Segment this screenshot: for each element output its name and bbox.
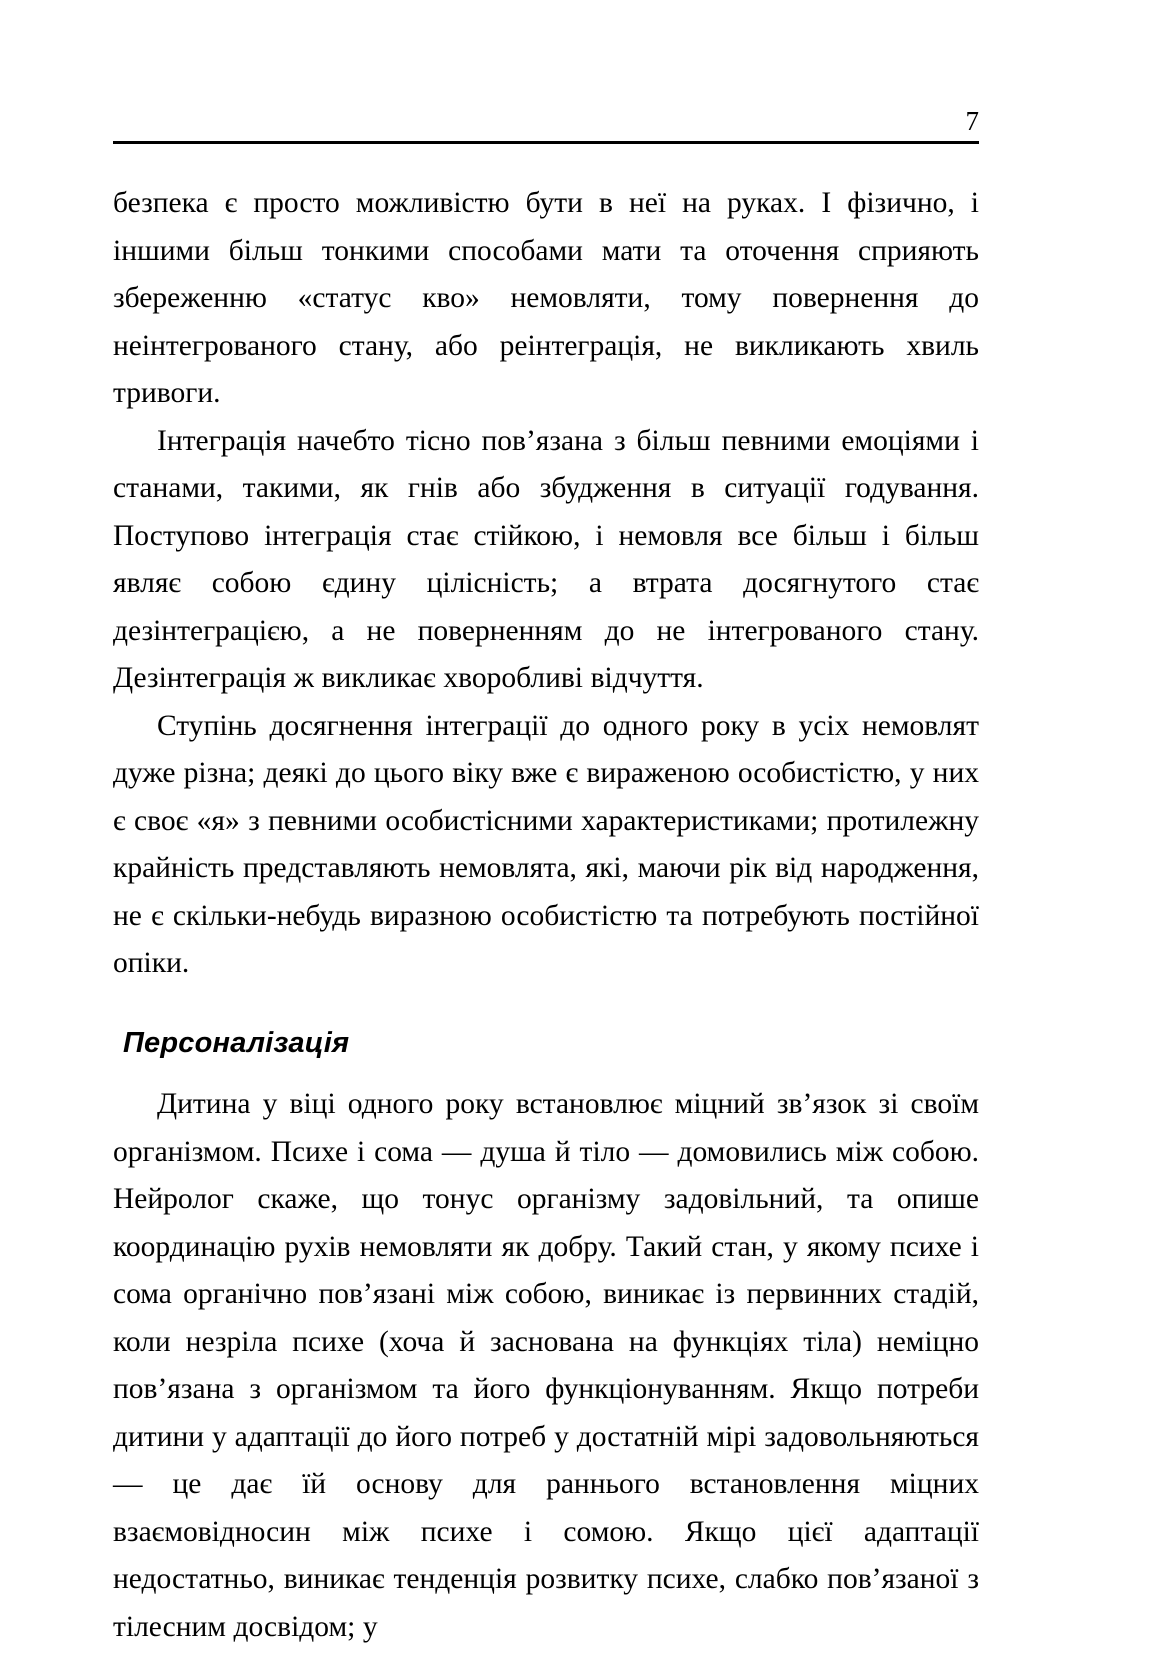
- body-text: [113, 180, 979, 1651]
- section-heading-personalization: Персоналізація: [123, 1026, 350, 1059]
- paragraph-3: Ступінь досягнення інтеграції до одного року в усіх немовлят дуже різна; деякі до цього віку вже є вираженою особистістю, у них є своє «я» з певними особистісними характеристиками; протилежну крайність представляють немовлята, які, маючи рік від народження, не є скільки-небудь виразною особистістю та потребують постійної опіки.: [113, 709, 979, 979]
- paragraph-4: Дитина у віці одного року встановлює міцний зв’язок зі своїм організмом. Психе і сома — душа й тіло — домовились між собою. Нейролог скаже, що тонус організму задовільний, та опише координацію рухів немовляти як добру. Такий стан, у якому психе і сома органічно пов’язані між собою, виникає із первинних стадій, коли незріла психе (хоча й заснована на функціях тіла) неміцно пов’язана з організмом та його функціонуванням. Якщо потреби дитини у адаптації до його потреб у достатній мірі задовольняються — це дає їй основу для раннього встановлення міцних взаємовідносин між психе і сомою. Якщо цієї адаптації недостатньо, виникає тенденція розвитку психе, слабко пов’язаної з тілесним досвідом; у: [113, 1088, 979, 1643]
- paragraph-2: Інтеграція начебто тісно пов’язана з більш певними емоціями і станами, такими, як гнів або збудження в ситуації годування. Поступово інтеграція стає стійкою, і немовля все більш і більш являє собою єдину цілісність; а втрата досягнутого стає дезінтеграцією, а не поверненням до не інтегрованого стану. Дезінтеграція ж викликає хворобливі відчуття.: [113, 424, 979, 694]
- paragraph-1: безпека є просто можливістю бути в неї на руках. І фізично, і іншими більш тонкими способами мати та оточення сприяють збереженню «статус кво» немовляти, тому повернення до неінтегрованого стану, або реінтеграція, не викликають хвиль тривоги.: [113, 187, 979, 409]
- page-header: [113, 108, 979, 141]
- page-number: 7: [965, 106, 979, 136]
- page-content: [113, 108, 979, 1651]
- header-rule: [113, 141, 979, 144]
